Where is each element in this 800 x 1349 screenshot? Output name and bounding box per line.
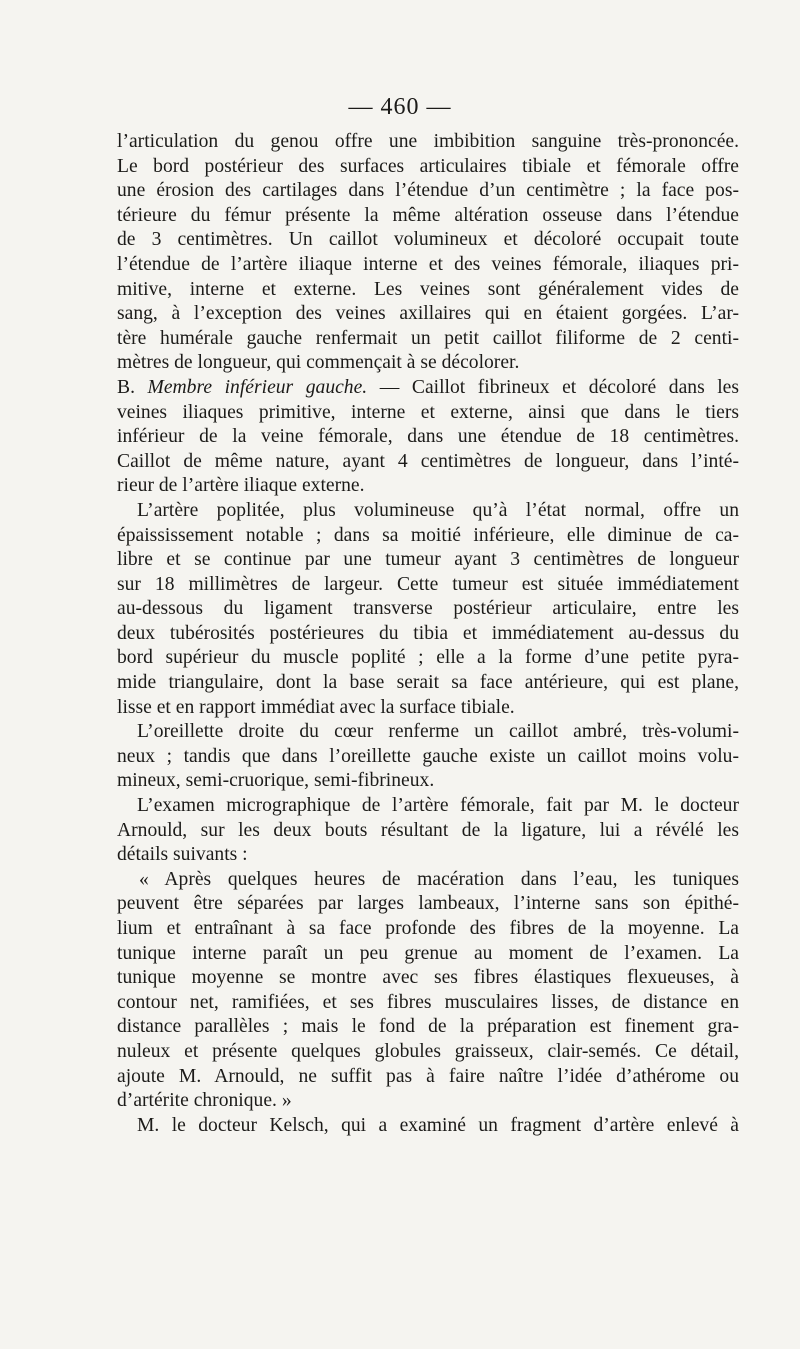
text-line: inférieur de la veine fémorale, dans une étendue de 18 centimètres.	[117, 426, 739, 448]
text-line: Le bord postérieur des surfaces articulaires tibiale et fémorale offre	[117, 155, 739, 177]
text-line: rieur de l’artère iliaque externe.	[117, 475, 365, 497]
text-line: mineux, semi-cruorique, semi-fibrineux.	[117, 770, 435, 792]
text-line: ajoute M. Arnould, ne suffit pas à faire naître l’idée d’athérome ou	[117, 1065, 739, 1087]
section-title: Membre inférieur gauche.	[147, 376, 368, 398]
text-line: au-dessous du ligament transverse postérieur articulaire, entre les	[117, 598, 739, 620]
text-line: tunique interne paraît un peu grenue au moment de l’examen. La	[117, 942, 739, 964]
text-line: mitive, interne et externe. Les veines sont généralement vides de	[117, 278, 739, 300]
text-line: bord supérieur du muscle poplité ; elle a la forme d’une petite pyra-	[117, 647, 739, 669]
text-line: neux ; tandis que dans l’oreillette gauche existe un caillot moins volu-	[117, 745, 739, 767]
text-line: lisse et en rapport immédiat avec la surface tibiale.	[117, 696, 515, 718]
text-line: mètres de longueur, qui commençait à se décolorer.	[117, 352, 520, 374]
text-line: l’articulation du genou offre une imbibition sanguine très-prononcée.	[117, 131, 739, 152]
text-line: libre et se continue par une tumeur ayant 3 centimètres de longueur	[117, 549, 739, 571]
text-line: tère humérale gauche renfermait un petit caillot filiforme de 2 centi-	[117, 327, 739, 349]
text-line: sur 18 millimètres de largeur. Cette tumeur est située immédiatement	[117, 573, 739, 595]
text-line: une érosion des cartilages dans l’étendue d’un centimètre ; la face pos-	[117, 180, 739, 202]
text-line: épaississement notable ; dans sa moitié inférieure, elle diminue de ca-	[117, 524, 739, 546]
text-line: sang, à l’exception des veines axillaires qui en étaient gorgées. L’ar-	[117, 303, 739, 325]
text-line: mide triangulaire, dont la base serait sa face antérieure, qui est plane,	[117, 672, 739, 694]
text-line: de 3 centimètres. Un caillot volumineux et décoloré occupait toute	[117, 229, 739, 251]
text-line: M. le docteur Kelsch, qui a examiné un fragment d’artère enlevé à	[137, 1114, 739, 1136]
text-line: Caillot de même nature, ayant 4 centimètres de longueur, dans l’inté-	[117, 450, 739, 472]
text-line: nuleux et présente quelques globules graisseux, clair-semés. Ce détail,	[117, 1040, 739, 1062]
section-heading-rest: — Caillot fibrineux et décoloré dans les	[367, 376, 739, 398]
text-line: d’artérite chronique. »	[117, 1090, 292, 1112]
text-line: térieure du fémur présente la même altération osseuse dans l’étendue	[117, 204, 739, 226]
text-line: distance parallèles ; mais le fond de la préparation est finement gra-	[117, 1016, 739, 1038]
text-line: L’examen micrographique de l’artère fémorale, fait par M. le docteur	[137, 795, 739, 817]
text-line: peuvent être séparées par larges lambeaux, l’interne sans son épithé-	[117, 893, 739, 915]
text-line: veines iliaques primitive, interne et externe, ainsi que dans le tiers	[117, 401, 739, 423]
text-line: lium et entraînant à sa face profonde des fibres de la moyenne. La	[117, 918, 739, 939]
text-line: L’oreillette droite du cœur renferme un caillot ambré, très-volumi-	[137, 721, 739, 743]
section-marker: B.	[117, 376, 135, 398]
text-line: l’étendue de l’artère iliaque interne et des veines fémorale, iliaques pri-	[117, 253, 739, 275]
page-number: — 460 —	[348, 94, 452, 120]
text-line: contour net, ramifiées, et ses fibres musculaires lisses, de distance en	[117, 991, 739, 1013]
section-heading-line	[117, 376, 739, 401]
text-line: « Après quelques heures de macération dans l’eau, les tuniques	[139, 868, 739, 890]
text-line: détails suivants :	[117, 844, 248, 866]
text-line: Arnould, sur les deux bouts résultant de la ligature, lui a révélé les	[117, 819, 739, 841]
text-line: deux tubérosités postérieures du tibia et immédiatement au-dessus du	[117, 622, 739, 644]
body-text	[117, 130, 739, 1138]
text-line: L’artère poplitée, plus volumineuse qu’à l’état normal, offre un	[137, 499, 739, 521]
text-line: tunique moyenne se montre avec ses fibres élastiques flexueuses, à	[117, 967, 739, 989]
